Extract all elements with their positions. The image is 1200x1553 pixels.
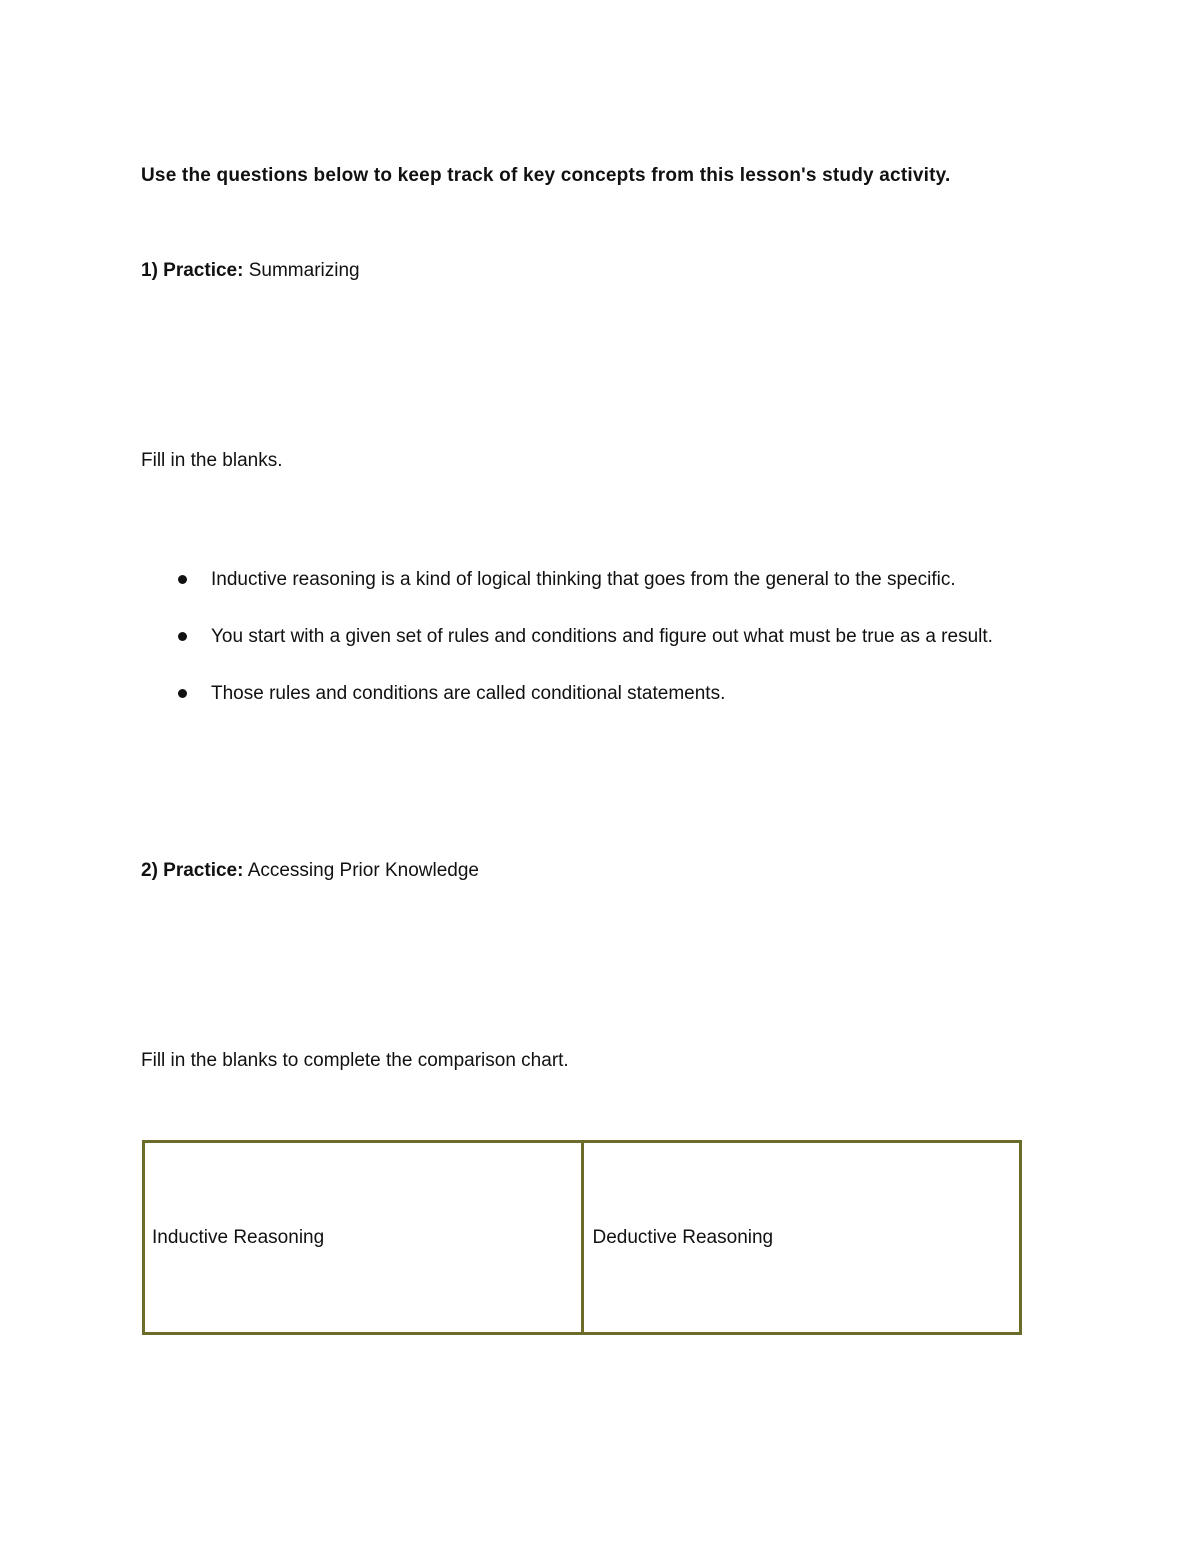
practice-1-instruction: Fill in the blanks.: [141, 450, 283, 471]
practice-1-label: 1) Practice:: [141, 260, 244, 281]
practice-2-instruction: Fill in the blanks to complete the comparison chart.: [141, 1050, 569, 1071]
practice-1-heading: [141, 260, 360, 282]
bullet-icon: [178, 632, 187, 641]
practice-2-title: Accessing Prior Knowledge: [247, 860, 479, 881]
summary-bullet-list: [178, 566, 1068, 737]
bullet-text: You start with a given set of rules and conditions and figure out what must be true as a result.: [211, 626, 993, 647]
chart-cell-inductive[interactable]: Inductive Reasoning: [144, 1142, 583, 1334]
list-item: [178, 566, 1068, 594]
table-row: [144, 1142, 1021, 1334]
list-item: [178, 680, 1068, 708]
bullet-text: Those rules and conditions are called conditional statements.: [211, 683, 726, 704]
practice-2-heading: [141, 860, 479, 882]
comparison-chart: [142, 1140, 1022, 1335]
intro-text: Use the questions below to keep track of key concepts from this lesson's study activity.: [141, 165, 951, 186]
bullet-icon: [178, 575, 187, 584]
practice-1-title: Summarizing: [248, 260, 360, 281]
list-item: [178, 623, 1068, 651]
bullet-text: Inductive reasoning is a kind of logical thinking that goes from the general to the specific.: [211, 569, 956, 590]
practice-2-label: 2) Practice:: [141, 860, 244, 881]
bullet-icon: [178, 689, 187, 698]
chart-cell-deductive[interactable]: Deductive Reasoning: [582, 1142, 1021, 1334]
